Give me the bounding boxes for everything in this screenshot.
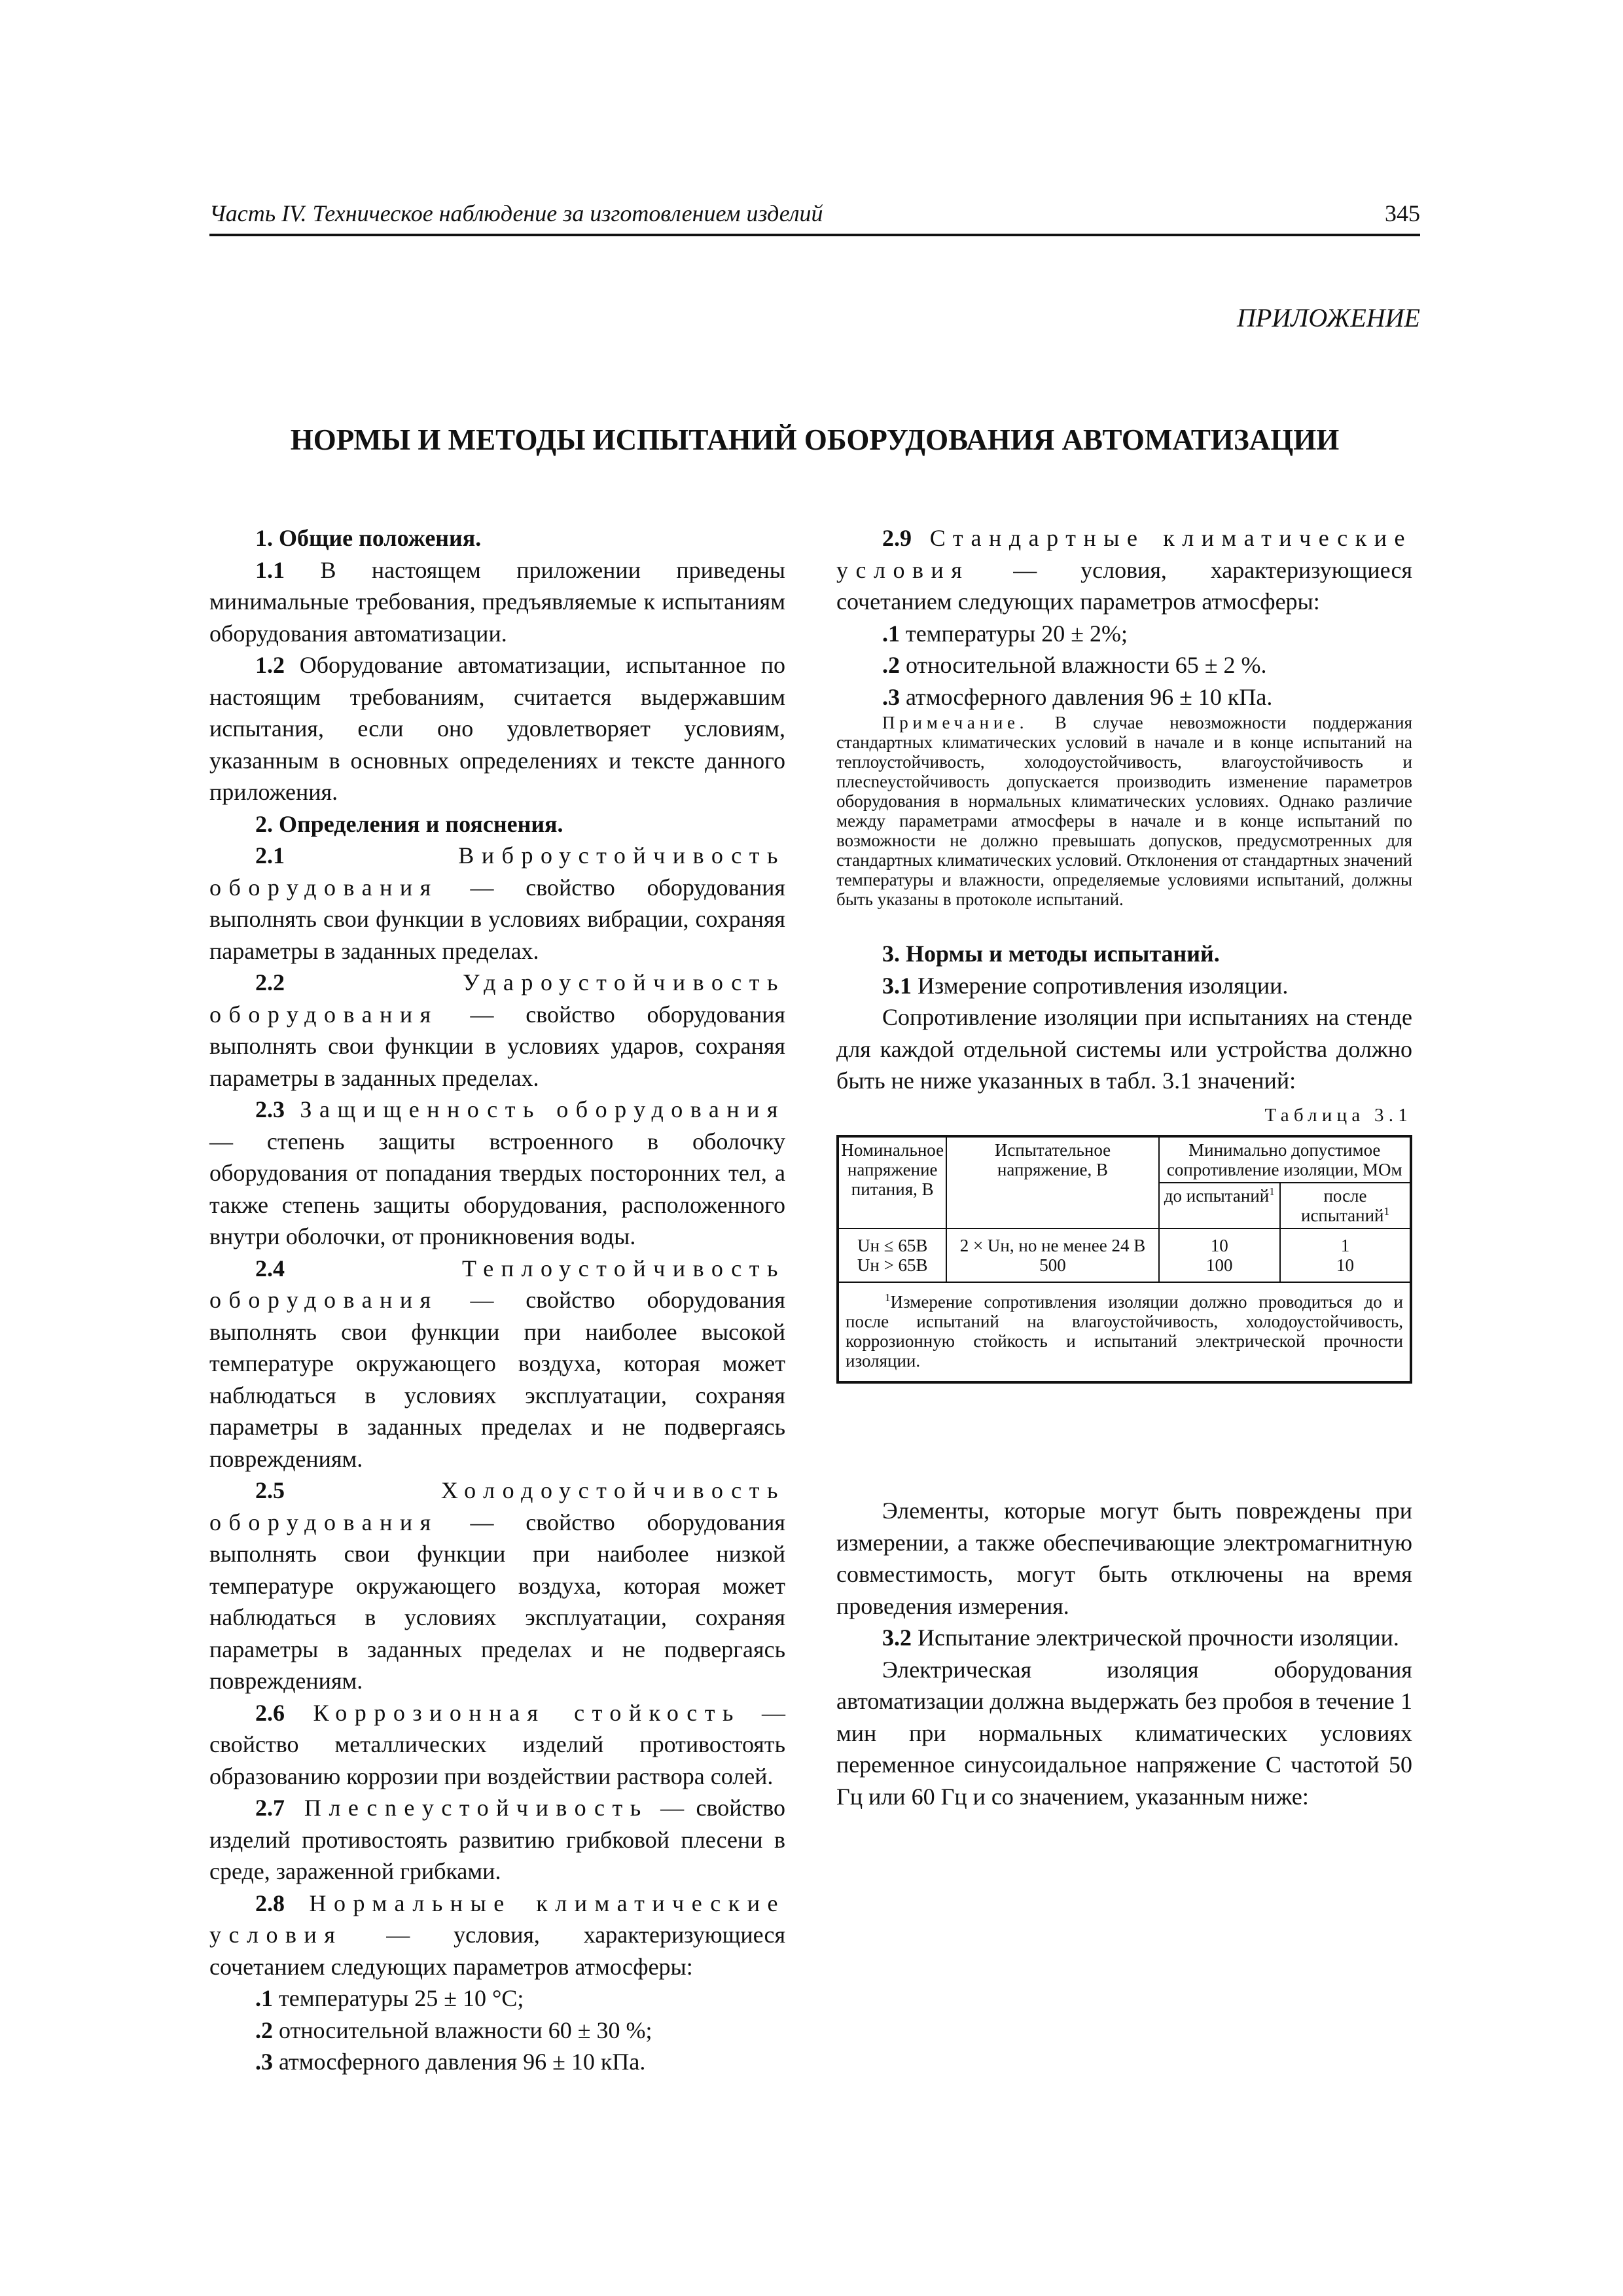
- insulation-resistance-table: [836, 1135, 1412, 1384]
- paragraph-3-1-body: Сопротивление изоляции при испытаниях на стенде для каждой отдельной системы или устройства должно быть не ниже указанных в табл. 3.1 значений:: [836, 1004, 1412, 1094]
- appendix-label: ПРИЛОЖЕНИЕ: [1237, 303, 1420, 332]
- paragraph-2-3: 2.3 Защищенность оборудования — степень защиты встроенного в оболочку оборудования от попадания твердых посторонних тел, а также степень защиты оборудования, расположенного внутри оболочки, от проникновения воды.: [209, 1096, 785, 1249]
- paragraph-2-1: 2.1 Виброустойчивость оборудования — свойство оборудования выполнять свои функции в условиях вибрации, сохраняя параметры в заданных пределах.: [209, 842, 785, 964]
- page-number: 345: [1385, 200, 1420, 226]
- table-footnote: $^1$Измерение сопротивления изоляции должно проводиться до и после испытаний на влагоустойчивость, холодоустойчивость, коррозионную стойкость и испытаний электрической прочности изоляции.: [838, 1282, 1411, 1382]
- paragraph-2-9-3: .3 атмосферного давления 96 ± 10 кПа.: [882, 683, 1273, 710]
- paragraph-after-table: Элементы, которые могут быть повреждены при измерении, а также обеспечивающие электромагнитную совместимость, могут быть отключены на время проведения измерения.: [836, 1498, 1412, 1619]
- header-nominal-voltage: Номинальное напряжение питания, В: [838, 1136, 946, 1229]
- paragraph-2-6: 2.6 Коррозионная стойкость — свойство металлических изделий противостоять образованию коррозии при воздействии раствора солей.: [209, 1699, 785, 1789]
- paragraph-2-4: 2.4 Теплоустойчивость оборудования — свойство оборудования выполнять свои функции при наиболее высокой температуре окружающего воздуха, которая может наблюдаться в условиях эксплуатации, сохраняя параметры в заданных пределах и не подвергаясь повреждениям.: [209, 1255, 785, 1472]
- paragraph-3-2: 3.2 Испытание электрической прочности изоляции.: [882, 1624, 1399, 1651]
- paragraph-2-8-2: .2 относительной влажности 60 ± 30 %;: [255, 2017, 652, 2043]
- table-header-row: [838, 1136, 1411, 1183]
- header-test-voltage: Испытательное напряжение, В: [946, 1136, 1158, 1229]
- header-before-tests: до испытаний$^1$: [1159, 1183, 1280, 1229]
- table-caption: Таблица 3.1: [1264, 1104, 1412, 1126]
- paragraph-2-9-1: .1 температуры 20 ± 2%;: [882, 620, 1128, 647]
- note-block: Примечание. В случае невозможности поддержания стандартных климатических условий в начале и в конце испытаний на теплоустойчивость, холодоустойчивость, влагоустойчивость и плесneустойчивость допускается производить изменение параметров оборудования в нормальных климатических условиях. Однако различие между параметрами атмосферы в начале и в конце испытаний по возможности не должно превышать допусков, предусмотренных для стандартных климатических условий. Отклонения от стандартных значений температуры и влажности, определяемые условиями испытаний, должны быть указаны в протоколе испытаний.: [836, 713, 1412, 909]
- document-title: НОРМЫ И МЕТОДЫ ИСПЫТАНИЙ ОБОРУДОВАНИЯ АВТОМАТИЗАЦИИ: [290, 423, 1340, 456]
- paragraph-1-2: 1.2 Оборудование автоматизации, испытанное по настоящим требованиям, считается выдержавшим испытания, если оно удовлетворяет условиям, указанным в основных определениях и тексте данного приложения.: [209, 652, 785, 805]
- running-header: [209, 200, 1420, 236]
- paragraph-2-7: 2.7 Плесneустойчивость — свойство изделий противостоять развитию грибковой плесени в среде, зараженной грибками.: [209, 1795, 785, 1884]
- section-3-heading: 3. Нормы и методы испытаний.: [882, 941, 1220, 967]
- section-1-heading: 1. Общие положения.: [255, 525, 482, 551]
- header-min-resistance: Минимально допустимое сопротивление изоляции, МОм: [1159, 1136, 1411, 1183]
- left-column: [209, 522, 785, 2078]
- paragraph-2-9-2: .2 относительной влажности 65 ± 2 %.: [882, 652, 1267, 678]
- paragraph-2-9: 2.9 Стандартные климатические условия — условия, характеризующиеся сочетанием следующих параметров атмосферы:: [836, 525, 1412, 615]
- table-row: Uн ≤ 65В Uн > 65В 2 × Uн, но не менее 24 В 500 10 100 1 10: [838, 1229, 1411, 1282]
- paragraph-1-1: 1.1 В настоящем приложении приведены минимальные требования, предъявляемые к испытаниям оборудования автоматизации.: [209, 556, 785, 647]
- section-2-heading: 2. Определения и пояснения.: [255, 810, 563, 837]
- paragraph-2-8: 2.8 Нормальные климатические условия — условия, характеризующиеся сочетанием следующих параметров атмосферы:: [209, 1890, 785, 1980]
- right-column: [836, 522, 1412, 1812]
- paragraph-2-5: 2.5 Холодоустойчивость оборудования — свойство оборудования выполнять свои функции при наиболее низкой температуре окружающего воздуха, которая может наблюдаться в условиях эксплуатации, сохраняя параметры в заданных пределах и не подвергаясь повреждениям.: [209, 1477, 785, 1694]
- header-after-tests: после испытаний$^1$: [1280, 1183, 1411, 1229]
- paragraph-2-8-3: .3 атмосферного давления 96 ± 10 кПа.: [255, 2049, 646, 2075]
- running-header-title: Часть IV. Техническое наблюдение за изготовлением изделий: [209, 200, 823, 226]
- paragraph-2-8-1: .1 температуры 25 ± 10 °С;: [255, 1985, 524, 2011]
- paragraph-3-1: 3.1 Измерение сопротивления изоляции.: [882, 972, 1289, 999]
- paragraph-2-2: 2.2 Удароустойчивость оборудования — свойство оборудования выполнять свои функции в условиях ударов, сохраняя параметры в заданных пределах.: [209, 969, 785, 1091]
- table-footnote-row: [838, 1282, 1411, 1382]
- paragraph-3-2-body: Электрическая изоляция оборудования автоматизации должна выдержать без пробоя в течение 1 мин при нормальных климатических условиях переменное синусоидальное напряжение С частотой 50 Гц или 60 Гц и со значением, указанным ниже:: [836, 1656, 1412, 1810]
